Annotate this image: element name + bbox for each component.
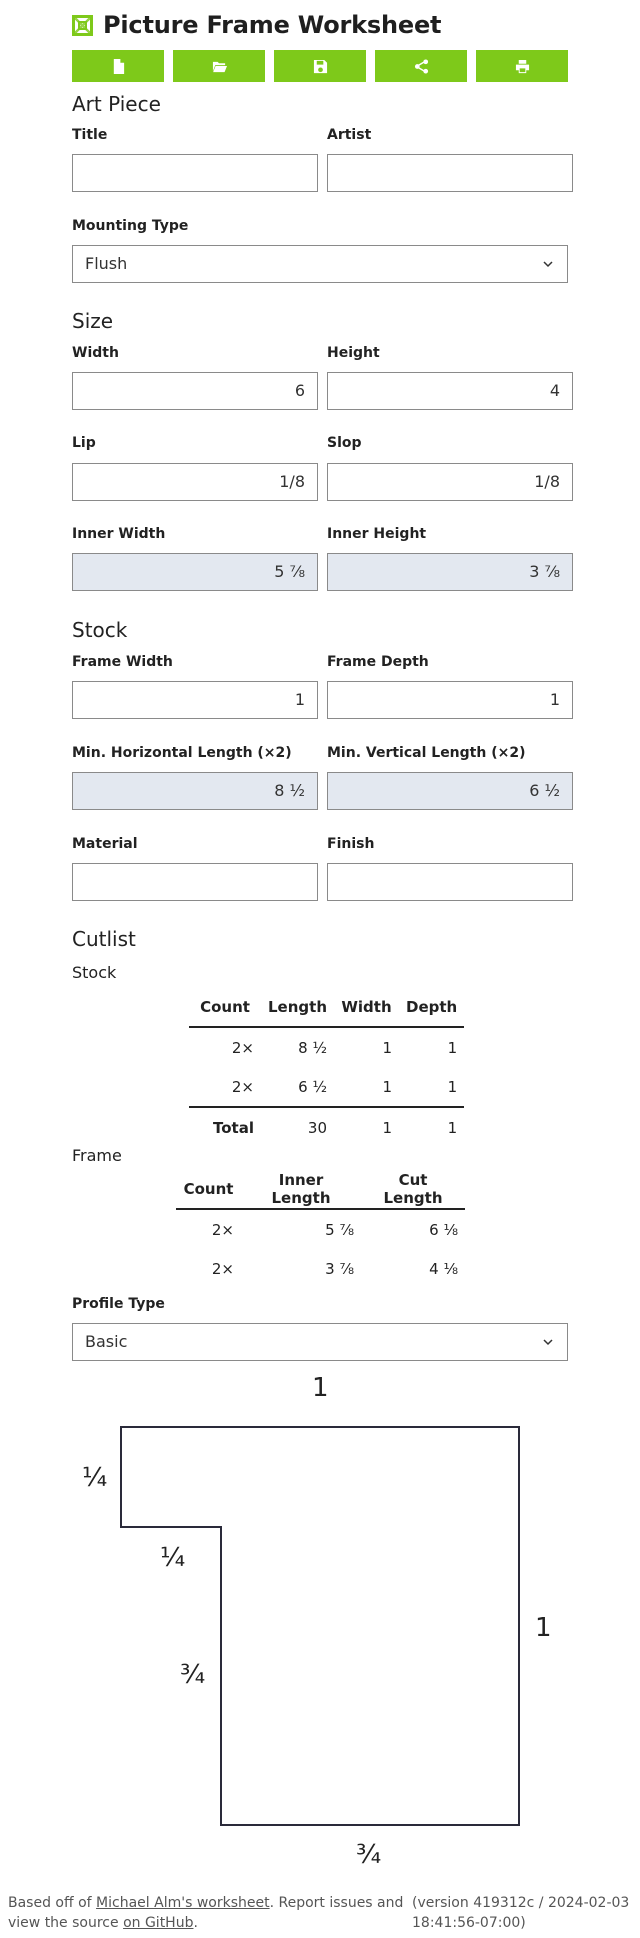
column-header: Count [183, 1179, 234, 1198]
app-header [72, 9, 441, 41]
profile-top-dimension: 1 [312, 1373, 329, 1403]
open-folder-icon [212, 59, 227, 74]
height-label: Height [327, 345, 380, 361]
save-icon [313, 59, 328, 74]
table-total-row [189, 1107, 464, 1147]
profile-type-select[interactable] [72, 1323, 568, 1361]
artist-label: Artist [327, 127, 372, 143]
new-button[interactable] [72, 50, 164, 82]
footer-text: Based off of [8, 1895, 97, 1911]
github-link[interactable]: on GitHub [123, 1915, 194, 1931]
table-cell: 4 ⅛ [429, 1260, 458, 1278]
table-cell: 2× [231, 1038, 254, 1057]
cutlist-heading: Cutlist [72, 927, 136, 951]
table-cell: 1 [447, 1118, 458, 1137]
table-cell: 1 [382, 1118, 392, 1137]
frame-depth-input[interactable]: 1 [327, 681, 573, 719]
profile-type-value: Basic [85, 1332, 128, 1351]
mounting-type-value: Flush [85, 254, 128, 273]
version-info: (version 419312c / 2024-02-03 18:41:56-07:00) [412, 1895, 630, 1931]
profile-lip-width-dimension: ¼ [160, 1543, 186, 1573]
share-icon [414, 59, 429, 74]
material-label: Material [72, 836, 138, 852]
min-vertical-length-label: Min. Vertical Length (×2) [327, 745, 526, 761]
worksheet-link[interactable]: Michael Alm's worksheet [96, 1895, 270, 1911]
table-row [189, 1067, 464, 1107]
size-heading: Size [72, 309, 114, 333]
profile-lip-height-dimension: ¼ [82, 1463, 108, 1493]
column-header: Count [200, 997, 250, 1016]
save-button[interactable] [274, 50, 366, 82]
chevron-down-icon [543, 259, 553, 269]
table-cell: 1 [382, 1038, 392, 1057]
table-cell: 2× [211, 1260, 234, 1278]
height-input[interactable]: 4 [327, 372, 573, 410]
column-header: Depth [406, 997, 458, 1016]
frame-logo-icon [72, 15, 93, 36]
inner-height-label: Inner Height [327, 526, 427, 542]
print-icon [515, 59, 530, 74]
toolbar [72, 50, 568, 82]
table-cell: 30 [307, 1118, 327, 1137]
inner-height-output: 3 ⅞ [327, 553, 573, 591]
title-label: Title [72, 127, 108, 143]
table-row [176, 1209, 465, 1249]
table-cell: 6 ⅛ [429, 1220, 458, 1239]
open-button[interactable] [173, 50, 265, 82]
profile-diagram [72, 1365, 568, 1885]
frame-cutlist-table [176, 1169, 465, 1289]
table-cell: 2× [211, 1220, 234, 1239]
min-vertical-length-output: 6 ½ [327, 772, 573, 810]
artist-input[interactable] [327, 154, 573, 192]
min-horizontal-length-output: 8 ½ [72, 772, 318, 810]
finish-label: Finish [327, 836, 375, 852]
profile-type-label: Profile Type [72, 1296, 165, 1312]
footer-text: . [193, 1915, 198, 1931]
column-header: Cut Length [383, 1170, 443, 1207]
mounting-type-select[interactable] [72, 245, 568, 283]
frame-depth-label: Frame Depth [327, 654, 429, 670]
finish-input[interactable] [327, 863, 573, 901]
stock-cutlist-heading: Stock [72, 963, 117, 982]
mounting-type-label: Mounting Type [72, 218, 189, 234]
frame-cutlist-heading: Frame [72, 1146, 122, 1165]
art-piece-heading: Art Piece [72, 92, 161, 116]
width-input[interactable]: 6 [72, 372, 318, 410]
profile-outline [121, 1427, 519, 1825]
min-horizontal-length-label: Min. Horizontal Length (×2) [72, 745, 292, 761]
width-label: Width [72, 345, 119, 361]
table-cell: 8 ½ [298, 1038, 327, 1057]
profile-bottom-dimension: ¾ [356, 1840, 382, 1870]
table-header-row [189, 987, 464, 1027]
total-label: Total [213, 1118, 254, 1137]
new-file-icon [111, 59, 126, 74]
profile-rabbet-depth-dimension: ¾ [180, 1660, 206, 1690]
share-button[interactable] [375, 50, 467, 82]
table-cell: 1 [382, 1077, 392, 1096]
frame-width-label: Frame Width [72, 654, 173, 670]
slop-input[interactable]: 1/8 [327, 463, 573, 501]
table-header-row [176, 1169, 465, 1209]
inner-width-label: Inner Width [72, 526, 166, 542]
lip-label: Lip [72, 435, 96, 451]
profile-right-dimension: 1 [535, 1613, 552, 1643]
column-header: Length [268, 997, 327, 1016]
column-header: Width [341, 997, 392, 1016]
page-title: Picture Frame Worksheet [103, 11, 442, 39]
stock-heading: Stock [72, 618, 128, 642]
footer-credits [8, 1893, 408, 1933]
table-cell: 1 [447, 1038, 458, 1057]
title-input[interactable] [72, 154, 318, 192]
table-cell: 6 ½ [298, 1077, 327, 1096]
table-row [189, 1027, 464, 1067]
table-row [176, 1249, 465, 1289]
column-header: Inner Length [271, 1170, 331, 1207]
frame-width-input[interactable]: 1 [72, 681, 318, 719]
lip-input[interactable]: 1/8 [72, 463, 318, 501]
print-button[interactable] [476, 50, 568, 82]
table-cell: 3 ⅞ [325, 1260, 354, 1278]
slop-label: Slop [327, 435, 362, 451]
material-input[interactable] [72, 863, 318, 901]
table-cell: 5 ⅞ [325, 1220, 354, 1239]
table-cell: 1 [447, 1077, 458, 1096]
chevron-down-icon [543, 1337, 553, 1347]
footer-text: . Report issues and view the source [8, 1895, 404, 1931]
inner-width-output: 5 ⅞ [72, 553, 318, 591]
stock-cutlist-table [189, 987, 464, 1147]
table-cell: 2× [231, 1077, 254, 1096]
